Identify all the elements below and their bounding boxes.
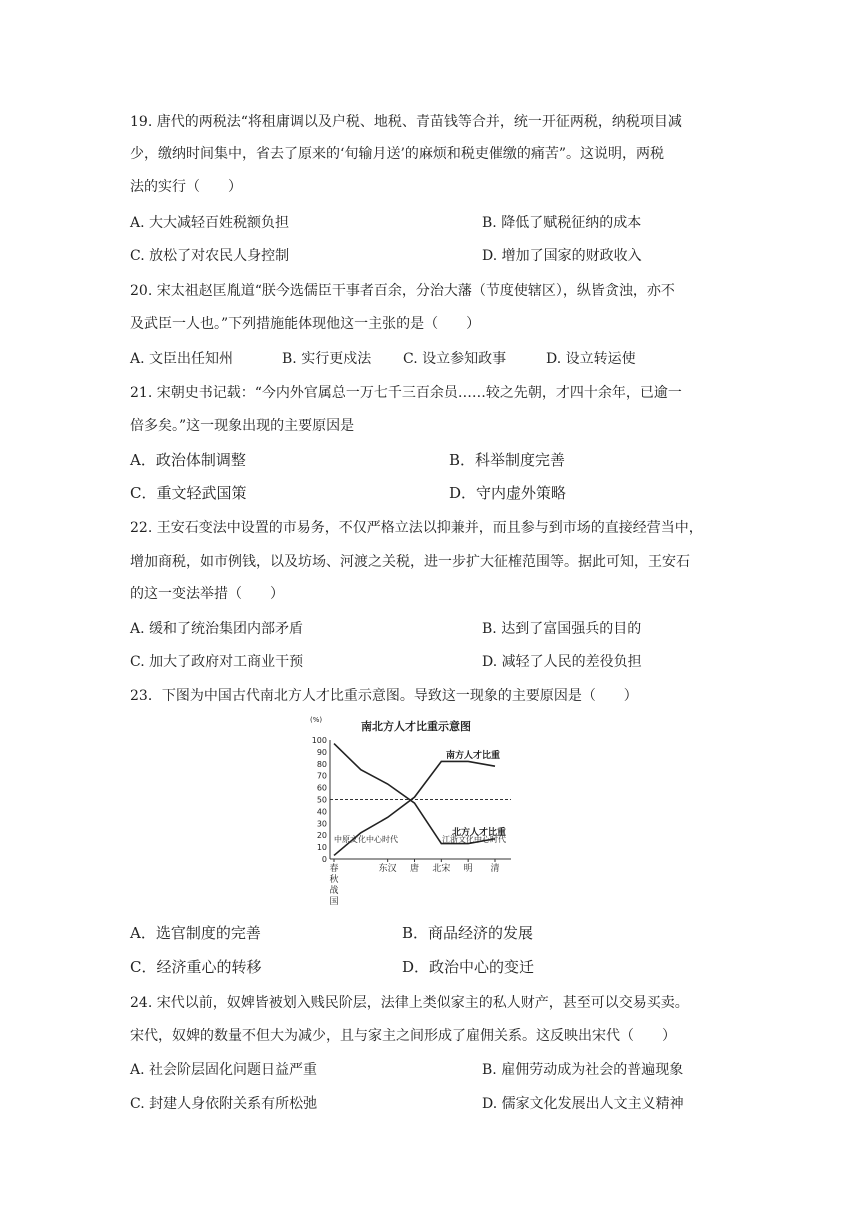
x-tick-label-char: 春 <box>329 864 339 874</box>
q20-option-a[interactable]: A. 文臣出任知州 <box>130 351 234 367</box>
q23-stem-line-1: 23．下图为中国古代南北方人才比重示意图。导致这一现象的主要原因是（ ） <box>130 688 638 704</box>
x-tick-label: 东汉 <box>378 864 397 874</box>
q24-stem-line-2: 宋代，奴婢的数量不但大为减少，且与家主之间形成了雇佣关系。这反映出宋代（ ） <box>130 1028 676 1044</box>
q19-option-a[interactable]: A. 大大减轻百姓税额负担 <box>130 215 290 231</box>
q22-stem-line-2: 增加商税，如市例钱，以及坊场、河渡之关税，进一步扩大征榷范围等。据此可知，王安石 <box>130 554 690 570</box>
y-tick-label: 30 <box>316 819 327 829</box>
q22-option-c[interactable]: C. 加大了政府对工商业干预 <box>130 654 304 670</box>
q20-stem-line-2: 及武臣一人也。”下列措施能体现他这一主张的是（ ） <box>130 316 481 332</box>
q21-stem-line-2: 倍多矣。”这一现象出现的主要原因是 <box>130 418 355 434</box>
q22-option-a[interactable]: A. 缓和了统治集团内部矛盾 <box>130 621 304 637</box>
q20-stem-line-1: 20. 宋太祖赵匡胤道“朕今选儒臣干事者百余，分治大藩（节度使辖区），纵皆贪浊，亦不 <box>130 283 675 299</box>
q22-stem-line-1: 22. 王安石变法中设置的市易务，不仅严格立法以抑兼并，而且参与到市场的直接经营当中， <box>130 520 703 536</box>
y-tick-label: 70 <box>316 771 327 781</box>
y-tick-label: 0 <box>321 855 327 864</box>
y-tick-label: 80 <box>316 759 327 769</box>
q20-option-d[interactable]: D. 设立转运使 <box>546 351 636 367</box>
y-tick-label: 40 <box>316 807 327 817</box>
q19-stem-line-2: 少，缴纳时间集中，省去了原来的‘旬输月送’的麻烦和税吏催缴的痛苦”。这说明，两税 <box>130 146 665 162</box>
y-tick-label: 60 <box>316 783 327 793</box>
x-tick-label: 北宋 <box>432 864 451 874</box>
x-tick-label: 清 <box>490 864 500 874</box>
q23-option-a[interactable]: A．选官制度的完善 <box>130 924 261 942</box>
x-tick-label: 明 <box>463 864 473 874</box>
q22-stem-line-3: 的这一变法举措（ ） <box>130 586 284 602</box>
q21-option-c[interactable]: C．重文轻武国策 <box>130 484 247 502</box>
q19-option-b[interactable]: B. 降低了赋税征纳的成本 <box>482 215 642 231</box>
q22-option-d[interactable]: D. 减轻了人民的差役负担 <box>482 654 642 670</box>
q24-stem-line-1: 24. 宋代以前，奴婢皆被划入贱民阶层，法律上类似家主的私人财产，甚至可以交易买卖。 <box>130 995 689 1011</box>
x-tick-label: 唐 <box>409 864 420 874</box>
y-axis-unit: (%) <box>310 716 323 724</box>
q19-stem-line-1: 19. 唐代的两税法“将租庸调以及户税、地税、青苗钱等合并，统一开征两税，纳税项目减 <box>130 114 682 130</box>
chart-title: 南北方人才比重示意图 <box>361 720 471 733</box>
legend-south: 南方人才比重 <box>446 751 501 761</box>
x-tick-label-char: 秋 <box>329 875 339 885</box>
q24-option-c[interactable]: C. 封建人身依附关系有所松弛 <box>130 1096 318 1112</box>
q23-option-d[interactable]: D．政治中心的变迁 <box>402 958 535 976</box>
q24-option-d[interactable]: D. 儒家文化发展出人文主义精神 <box>482 1096 684 1112</box>
legend-north: 北方人才比重 <box>452 828 507 838</box>
q21-stem-line-1: 21. 宋朝史书记载：“今内外官属总一万七千三百余员……较之先朝，才四十余年，已逾一 <box>130 385 682 401</box>
q19-option-c[interactable]: C. 放松了对农民人身控制 <box>130 248 290 264</box>
q21-option-b[interactable]: B．科举制度完善 <box>449 451 566 469</box>
q24-option-a[interactable]: A. 社会阶层固化问题日益严重 <box>130 1062 318 1078</box>
talent-ratio-chart <box>306 714 526 910</box>
x-tick-label-char: 国 <box>329 897 339 907</box>
q24-option-b[interactable]: B. 雇佣劳动成为社会的普遍现象 <box>482 1062 684 1078</box>
q20-option-c[interactable]: C. 设立参知政事 <box>403 351 507 367</box>
annotation-jiangzhe: 江浙文化中心时代 <box>442 835 506 844</box>
x-tick-label-char: 战 <box>329 886 339 896</box>
q21-option-a[interactable]: A．政治体制调整 <box>130 451 246 469</box>
y-tick-label: 50 <box>316 795 327 805</box>
q19-stem-line-3: 法的实行（ ） <box>130 179 242 195</box>
y-tick-label: 10 <box>316 843 327 853</box>
q23-option-c[interactable]: C．经济重心的转移 <box>130 958 262 976</box>
q20-option-b[interactable]: B. 实行更戍法 <box>282 351 372 367</box>
y-tick-label: 90 <box>316 747 327 757</box>
q23-option-b[interactable]: B．商品经济的发展 <box>402 924 534 942</box>
y-tick-label: 100 <box>311 736 327 745</box>
q19-option-d[interactable]: D. 增加了国家的财政收入 <box>482 248 642 264</box>
q21-option-d[interactable]: D．守内虚外策略 <box>449 484 567 502</box>
y-tick-label: 20 <box>316 831 327 841</box>
annotation-central-plains: 中原文化中心时代 <box>334 835 398 844</box>
q22-option-b[interactable]: B. 达到了富国强兵的目的 <box>482 621 642 637</box>
